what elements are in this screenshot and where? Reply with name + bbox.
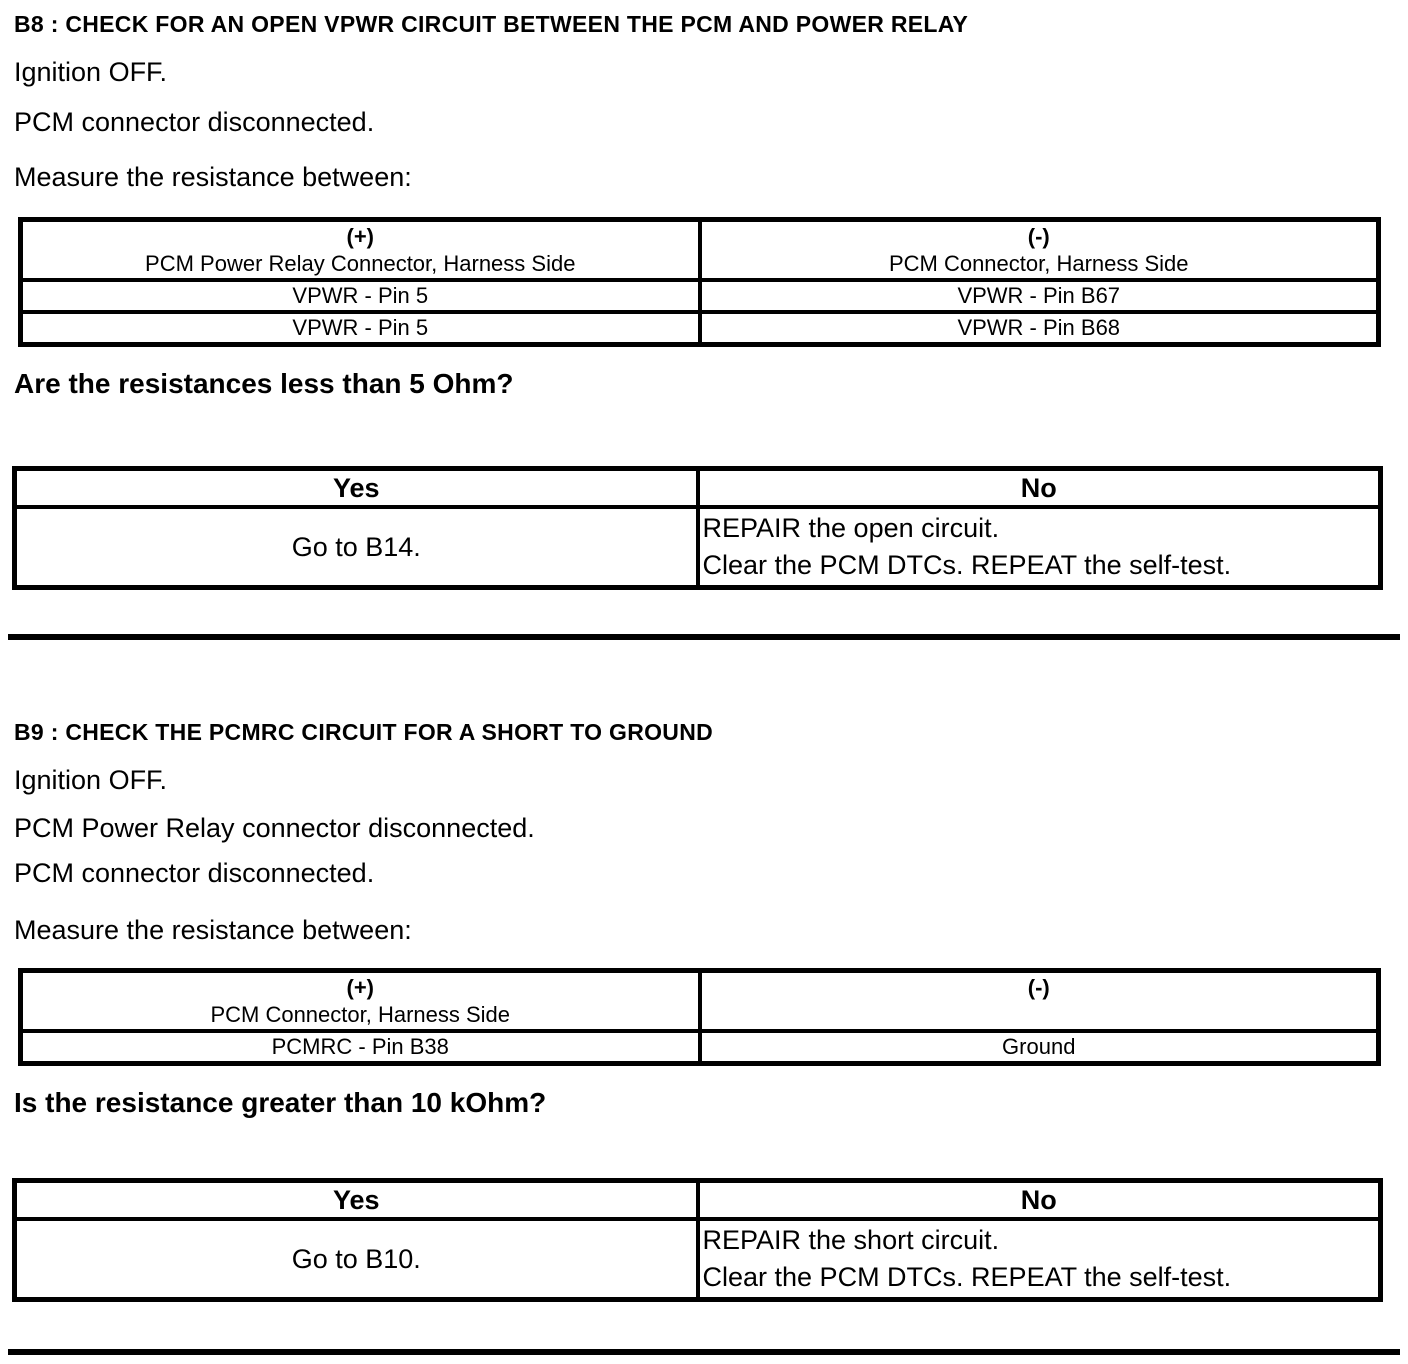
decision-table	[12, 1178, 1383, 1302]
instruction-line: PCM Power Relay connector disconnected.	[14, 813, 535, 843]
yes-action-cell: Go to B10.	[15, 1219, 698, 1300]
measurement-cell: VPWR - Pin B68	[700, 312, 1379, 345]
polarity-negative-sign: (-)	[1027, 224, 1050, 249]
measurement-cell: VPWR - Pin 5	[21, 280, 700, 312]
measurement-table	[18, 217, 1381, 347]
instruction-line: PCM connector disconnected.	[14, 858, 375, 888]
yes-action-cell: Go to B14.	[15, 507, 698, 588]
section-b8	[0, 10, 1408, 590]
polarity-negative-header	[700, 971, 1379, 1032]
section-divider	[8, 1349, 1400, 1355]
measurement-cell: Ground	[700, 1031, 1379, 1064]
no-action-cell	[698, 507, 1381, 588]
polarity-positive-sign: (+)	[346, 975, 374, 1000]
measurement-table-header-row	[21, 220, 1379, 281]
measure-instruction: Measure the resistance between:	[14, 162, 412, 192]
polarity-positive-sign: (+)	[346, 224, 374, 249]
measurement-table	[18, 968, 1381, 1066]
question-text: Is the resistance greater than 10 kOhm?	[14, 1087, 547, 1118]
no-action-line: Clear the PCM DTCs. REPEAT the self-test.	[702, 550, 1232, 580]
instruction-line: PCM connector disconnected.	[14, 107, 375, 137]
measurement-row	[21, 280, 1379, 312]
no-action-line: REPAIR the short circuit.	[702, 1225, 1000, 1255]
polarity-negative-header	[700, 220, 1379, 281]
measurement-cell: VPWR - Pin 5	[21, 312, 700, 345]
decision-table	[12, 466, 1383, 590]
polarity-negative-sign: (-)	[1027, 975, 1050, 1000]
section-heading: B9 : CHECK THE PCMRC CIRCUIT FOR A SHORT TO GROUND	[14, 719, 714, 745]
measurement-row	[21, 312, 1379, 345]
measurement-row	[21, 1031, 1379, 1064]
section-heading: B8 : CHECK FOR AN OPEN VPWR CIRCUIT BETWEEN THE PCM AND POWER RELAY	[14, 11, 969, 37]
no-action-line: Clear the PCM DTCs. REPEAT the self-test.	[702, 1262, 1232, 1292]
question-text: Are the resistances less than 5 Ohm?	[14, 368, 514, 399]
yes-header: Yes	[15, 1181, 698, 1220]
no-action-cell	[698, 1219, 1381, 1300]
polarity-positive-header	[21, 220, 700, 281]
positive-connector-label: PCM Connector, Harness Side	[210, 1002, 511, 1027]
instruction-line: Ignition OFF.	[14, 765, 168, 795]
decision-header-row	[15, 1181, 1381, 1220]
positive-connector-label: PCM Power Relay Connector, Harness Side	[145, 251, 576, 276]
negative-connector-label	[706, 1001, 1373, 1028]
decision-header-row	[15, 469, 1381, 508]
negative-connector-label: PCM Connector, Harness Side	[888, 251, 1189, 276]
measure-instruction: Measure the resistance between:	[14, 915, 412, 945]
measurement-cell: VPWR - Pin B67	[700, 280, 1379, 312]
measurement-cell: PCMRC - Pin B38	[21, 1031, 700, 1064]
measurement-table-header-row	[21, 971, 1379, 1032]
yes-header: Yes	[15, 469, 698, 508]
no-header: No	[698, 469, 1381, 508]
section-b9	[0, 718, 1408, 1302]
no-action-line: REPAIR the open circuit.	[702, 513, 1000, 543]
section-divider	[8, 634, 1400, 640]
instruction-line: Ignition OFF.	[14, 57, 168, 87]
decision-action-row	[15, 1219, 1381, 1300]
decision-action-row	[15, 507, 1381, 588]
no-header: No	[698, 1181, 1381, 1220]
polarity-positive-header	[21, 971, 700, 1032]
